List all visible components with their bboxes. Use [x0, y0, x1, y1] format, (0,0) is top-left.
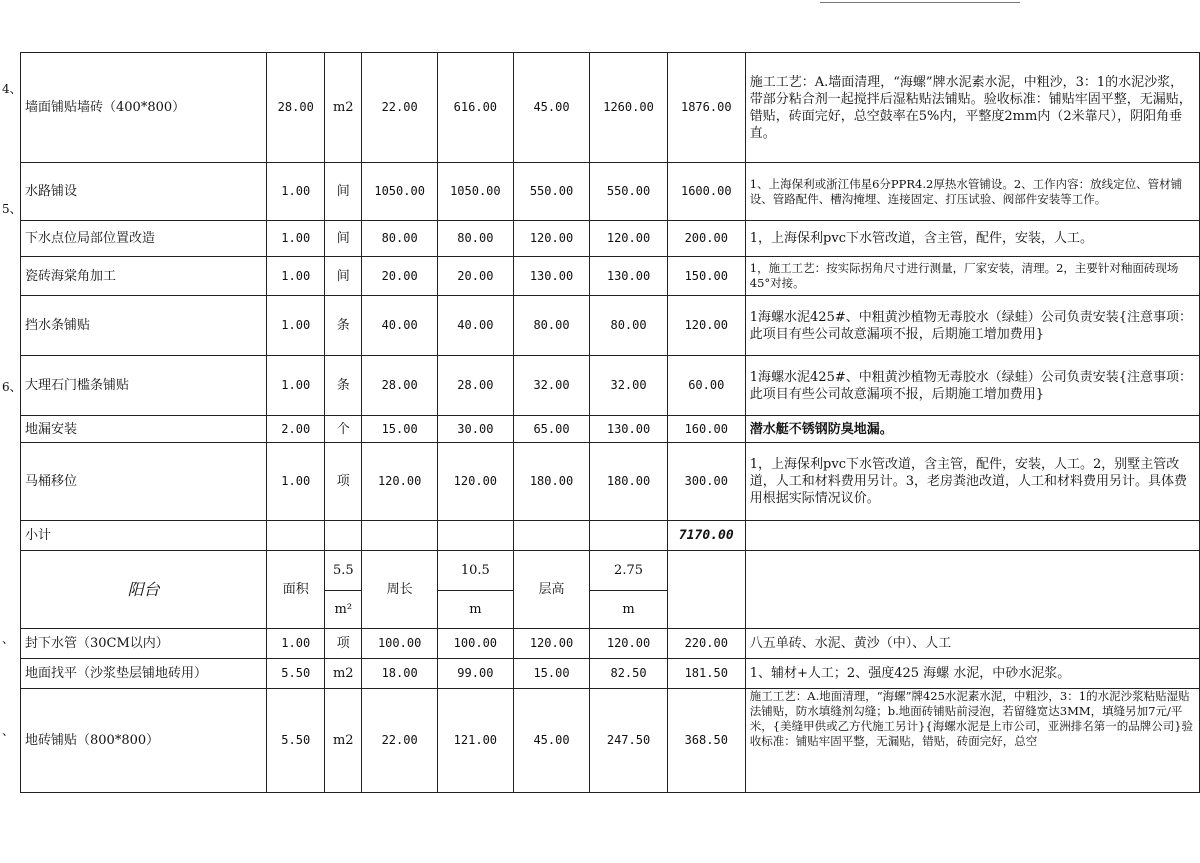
material-price: 40.00 [362, 296, 438, 356]
material-total: 121.00 [438, 689, 514, 793]
qty: 2.00 [267, 416, 325, 443]
table-row [21, 659, 1200, 689]
area-unit: m² [325, 591, 362, 629]
table-row [21, 416, 1200, 443]
row-note: 八五单砖、水泥、黄沙（中）、人工 [745, 629, 1199, 659]
labor-price: 80.00 [513, 296, 590, 356]
item-name: 地砖铺贴（800*800） [21, 689, 267, 793]
labor-total: 32.00 [590, 356, 667, 416]
row-note: 1、辅材+人工；2、强度425 海螺 水泥，中砂水泥浆。 [745, 659, 1199, 689]
material-total: 616.00 [438, 53, 514, 163]
labor-total: 82.50 [590, 659, 667, 689]
row-note: 施工工艺：A.墙面清理，“海螺”牌水泥素水泥，中粗沙，3：1的水泥沙浆，带部分粘合剂一起搅拌后湿粘贴法铺贴。验收标准：铺贴牢固平整，无漏贴，错贴，砖面完好，总空鼓率在5%内，平整度2mm内（2米靠尺），阴阳角垂直。 [745, 53, 1199, 163]
row-note: 1海螺水泥425#、中粗黄沙植物无毒胶水（绿蛙）公司负责安装{注意事项：此项目有些公司故意漏项不报，后期施工增加费用} [745, 296, 1199, 356]
qty: 1.00 [267, 629, 325, 659]
unit: 间 [325, 257, 362, 296]
quote-table [20, 52, 1200, 793]
qty: 28.00 [267, 53, 325, 163]
labor-price: 65.00 [513, 416, 590, 443]
height-label: 层高 [513, 551, 590, 629]
unit: m2 [325, 689, 362, 793]
row-total: 300.00 [667, 443, 745, 521]
unit: 条 [325, 356, 362, 416]
table-row [21, 629, 1200, 659]
qty: 1.00 [267, 163, 325, 221]
perimeter-unit: m [438, 591, 514, 629]
row-index: 6、 [2, 380, 22, 394]
table-row [21, 689, 1200, 793]
qty: 5.50 [267, 659, 325, 689]
area-label: 面积 [267, 551, 325, 629]
unit: m2 [325, 53, 362, 163]
material-price: 18.00 [362, 659, 438, 689]
material-total: 20.00 [438, 257, 514, 296]
item-name: 地漏安装 [21, 416, 267, 443]
perimeter-label: 周长 [362, 551, 438, 629]
item-name: 水路铺设 [21, 163, 267, 221]
qty: 1.00 [267, 296, 325, 356]
labor-total: 550.00 [590, 163, 667, 221]
labor-total: 1260.00 [590, 53, 667, 163]
section-title: 阳台 [21, 551, 267, 629]
qty: 1.00 [267, 356, 325, 416]
labor-price: 15.00 [513, 659, 590, 689]
labor-total: 120.00 [590, 629, 667, 659]
height-value: 2.75 [590, 551, 667, 591]
page-edge-line [820, 0, 1020, 3]
labor-price: 550.00 [513, 163, 590, 221]
table-row [21, 163, 1200, 221]
item-name: 挡水条铺贴 [21, 296, 267, 356]
material-price: 120.00 [362, 443, 438, 521]
row-total: 220.00 [667, 629, 745, 659]
material-total: 30.00 [438, 416, 514, 443]
item-name: 大理石门槛条铺贴 [21, 356, 267, 416]
labor-total: 180.00 [590, 443, 667, 521]
item-name: 封下水管（30CM以内） [21, 629, 267, 659]
row-index: 、 [2, 632, 15, 646]
labor-total: 247.50 [590, 689, 667, 793]
material-price: 100.00 [362, 629, 438, 659]
row-note: 1海螺水泥425#、中粗黄沙植物无毒胶水（绿蛙）公司负责安装{注意事项：此项目有些公司故意漏项不报，后期施工增加费用} [745, 356, 1199, 416]
material-total: 100.00 [438, 629, 514, 659]
row-note: 施工工艺：A.地面清理，“海螺”牌425水泥素水泥，中粗沙，3：1的水泥沙浆粘贴湿贴法铺贴，防水填缝剂勾缝；b.地面砖铺贴前浸泡，若留缝宽达3MM，填缝另加7元/平米，{美缝甲供或乙方代施工另计}{海螺水泥是上市公司，亚洲排名第一的品牌公司}验收标准：铺贴牢固平整，无漏贴，错贴，砖面完好，总空 [745, 689, 1199, 793]
labor-total: 130.00 [590, 257, 667, 296]
row-note: 1、上海保利或浙江伟星6分PPR4.2厚热水管铺设。2、工作内容：放线定位、管材铺设、管路配件、槽沟掩埋、连接固定、打压试验、阀部件安装等工作。 [745, 163, 1199, 221]
row-total: 160.00 [667, 416, 745, 443]
material-total: 28.00 [438, 356, 514, 416]
row-note: 1，施工工艺：按实际拐角尺寸进行测量，厂家安装，清理。2，主要针对釉面砖现场45°对接。 [745, 257, 1199, 296]
unit: 项 [325, 629, 362, 659]
labor-price: 120.00 [513, 221, 590, 257]
qty: 5.50 [267, 689, 325, 793]
item-name: 墙面铺贴墙砖（400*800） [21, 53, 267, 163]
row-total: 1600.00 [667, 163, 745, 221]
table-row [21, 257, 1200, 296]
labor-price: 180.00 [513, 443, 590, 521]
item-name: 马桶移位 [21, 443, 267, 521]
material-price: 1050.00 [362, 163, 438, 221]
material-total: 99.00 [438, 659, 514, 689]
unit: 项 [325, 443, 362, 521]
row-index: 5、 [2, 202, 22, 216]
material-price: 22.00 [362, 689, 438, 793]
material-price: 22.00 [362, 53, 438, 163]
labor-price: 120.00 [513, 629, 590, 659]
table-row [21, 296, 1200, 356]
labor-price: 130.00 [513, 257, 590, 296]
subtotal-value: 7170.00 [667, 521, 745, 551]
labor-price: 45.00 [513, 53, 590, 163]
row-index: 4、 [2, 82, 22, 96]
material-total: 1050.00 [438, 163, 514, 221]
height-unit: m [590, 591, 667, 629]
row-total: 368.50 [667, 689, 745, 793]
subtotal-row [21, 521, 1200, 551]
area-value: 5.5 [325, 551, 362, 591]
labor-price: 45.00 [513, 689, 590, 793]
row-total: 181.50 [667, 659, 745, 689]
material-total: 40.00 [438, 296, 514, 356]
row-total: 200.00 [667, 221, 745, 257]
perimeter-value: 10.5 [438, 551, 514, 591]
labor-total: 120.00 [590, 221, 667, 257]
labor-price: 32.00 [513, 356, 590, 416]
unit: m2 [325, 659, 362, 689]
unit: 间 [325, 163, 362, 221]
unit: 个 [325, 416, 362, 443]
qty: 1.00 [267, 257, 325, 296]
material-price: 20.00 [362, 257, 438, 296]
row-note: 1，上海保利pvc下水管改道，含主管，配件，安装，人工。 [745, 221, 1199, 257]
qty: 1.00 [267, 221, 325, 257]
table-row [21, 356, 1200, 416]
material-price: 28.00 [362, 356, 438, 416]
table-row [21, 221, 1200, 257]
material-total: 80.00 [438, 221, 514, 257]
qty: 1.00 [267, 443, 325, 521]
table-row [21, 53, 1200, 163]
row-total: 1876.00 [667, 53, 745, 163]
item-name: 下水点位局部位置改造 [21, 221, 267, 257]
subtotal-label: 小计 [21, 521, 267, 551]
table-row [21, 443, 1200, 521]
row-note: 潜水艇不锈钢防臭地漏。 [745, 416, 1199, 443]
row-total: 60.00 [667, 356, 745, 416]
labor-total: 80.00 [590, 296, 667, 356]
row-index: 、 [2, 724, 15, 738]
row-note: 1，上海保利pvc下水管改道，含主管，配件，安装，人工。2，别墅主管改道，人工和材料费用另计。3，老房粪池改道，人工和材料费用另计。具体费用根据实际情况议价。 [745, 443, 1199, 521]
material-total: 120.00 [438, 443, 514, 521]
item-name: 瓷砖海棠角加工 [21, 257, 267, 296]
labor-total: 130.00 [590, 416, 667, 443]
unit: 条 [325, 296, 362, 356]
row-total: 150.00 [667, 257, 745, 296]
row-total: 120.00 [667, 296, 745, 356]
material-price: 15.00 [362, 416, 438, 443]
material-price: 80.00 [362, 221, 438, 257]
item-name: 地面找平（沙浆垫层铺地砖用） [21, 659, 267, 689]
unit: 间 [325, 221, 362, 257]
balcony-header-row [21, 551, 1200, 591]
